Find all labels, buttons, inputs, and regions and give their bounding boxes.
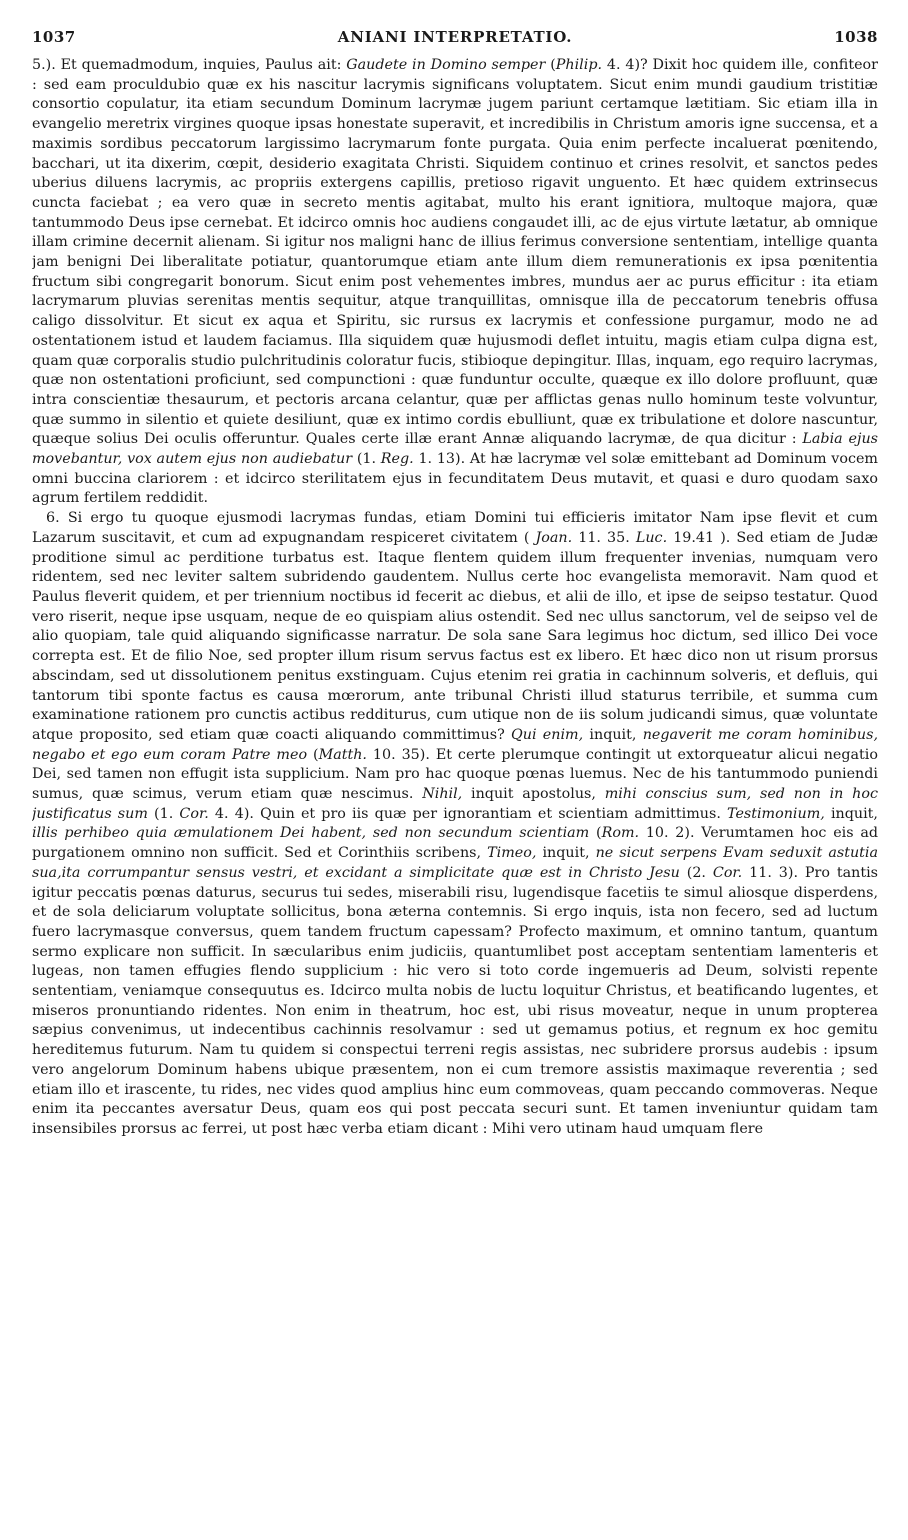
text-body <box>32 56 878 1140</box>
text-run: 11. 3). Pro tantis igitur peccatis pœnas daturus, securus tui sedes, miserabili risu, lugendisque facetiis te simul aliosque disperdens, et de sola deliciarum voluptate sollicitus, bona æterna contemnis. Si ergo inquis, ista non fecero, sed ad luctum fuero lacrymasque conversus, quem tandem fructum capessam? Profecto maximum, et omnino tantum, quantum sermo explicare non sufficit. In sæcularibus enim judiciis, quantumlibet post acceptam sententiam lamenteris et lugeas, non tamen effugies flendo supplicium : hic vero si toto corde ingemueris ad Deum, solvisti repente sententiam, veniamque consequutus es. Idcirco multa nobis de luctu loquitur Christus, et beatificando lugentes, et miseros pronuntiando ridentes. Non enim in theatrum, hoc est, ubi risus moveatur, neque in unum propterea sæpius convenimus, ut indecentibus cachinnis resolvamur : sed ut gemamus potius, et regnum ex hoc gemitu hereditemus futurum. Nam tu quidem si conspectui terreni regis assistas, nec subridere prorsus audebis : ipsum vero angelorum Dominum habens ubique præsentem, non ei cum tremore assistis maximaque reverentia ; sed etiam illo et irascente, tu rides, nec vides quod amplius hinc eum commoveas, quam peccando commoveras. Neque enim ita peccantes aversatur Deus, quam eos qui post peccata securi sunt. Et tamen inveniuntur quidam tam insensibiles prorsus ac ferrei, ut post hæc verba etiam dicant : Mihi vero utinam haud umquam flere <box>32 864 878 1137</box>
text-run: (2. <box>679 864 713 881</box>
paragraph <box>32 56 878 509</box>
right-page-number: 1038 <box>834 28 878 46</box>
italic-text: Timeo, <box>487 845 537 862</box>
document-page <box>32 28 878 1518</box>
italic-text: negaverit me coram hominibus, negabo et ego eum coram Patre meo <box>32 726 878 763</box>
text-run: ( <box>307 746 319 763</box>
italic-text: Philip. <box>555 57 603 73</box>
text-run: inquit, <box>536 845 596 862</box>
text-run: ( <box>589 825 602 842</box>
italic-text: Rom. <box>601 825 640 842</box>
text-run: (1. <box>147 805 180 822</box>
text-run: 19.41 ). Sed etiam de Judæ proditione simul ac perditione turbatus est. Itaque flentem quidem illum frequenter invenias, numquam vero ridentem, sed nec leviter saltem subridendo gaudentem. Nullus certe hoc evangelista memoravit. Nam quod et Paulus fleverit quidem, et per triennium noctibus id fecerit ac diebus, et alii de illo, et ipse de seipso testatur. Quod vero riserit, neque ipse usquam, neque de eo quispiam alius ostendit. Sed nec ullus sanctorum, vel de seipso vel de alio quopiam, tale quid aliquando significasse narratur. De sola sane Sara legimus hoc dictum, sed illico Dei voce correpta est. Et de filio Noe, sed propter illum risum servus factus est ex libero. Et hæc dico non ut risum prorsus abscindam, sed ut dissolutionem penitus exstinguam. Cujus etenim rei gratia in cachinnum solveris, et defluis, qui tantorum tibi sponte factus es causa mœrorum, ante tribunal Christi illud staturus terribile, et summa cum examinatione rationem pro cunctis actibus redditurus, cum utique non de iis solum judicandi simus, quæ voluntate atque proposito, sed etiam quæ coacti aliquando committimus? <box>32 529 878 743</box>
paragraph <box>32 509 878 1140</box>
text-run: inquit, <box>583 726 643 743</box>
text-run: 10. 35). Et certe plerumque contingit ut extorqueatur alicui negatio Dei, sed tamen non effugit ista supplicium. Nam pro hac quoque pœnas luemus. Nec de his tantummodo puniendi sumus, quæ scimus, verum etiam quæ nescimus. <box>32 746 878 803</box>
italic-text: Nihil, <box>422 786 463 803</box>
text-run: 10. 2). Verumtamen hoc eis ad purgationem omnino non sufficit. Sed et Corinthiis scribens, <box>32 825 878 862</box>
italic-text: mihi conscius sum, sed non in hoc justificatus sum <box>32 786 878 822</box>
italic-text: Luc. <box>635 529 668 546</box>
running-title: ANIANI INTERPRETATIO. <box>337 28 573 46</box>
italic-text: Joan. <box>535 529 573 546</box>
text-run: 11. 35. <box>572 529 636 546</box>
text-run: 6. Si ergo tu quoque ejusmodi lacrymas fundas, etiam Domini tui efficieris imitator Nam ipse flevit et cum Lazarum suscitavit, et cum ad expugnandam respiceret civitatem ( <box>32 510 878 546</box>
text-run: inquit, <box>824 805 878 822</box>
text-run: 5.). Et quemadmodum, inquies, Paulus ait: <box>32 57 347 73</box>
text-run: inquit apostolus, <box>462 786 605 803</box>
running-header <box>32 28 878 50</box>
text-run: (1. <box>352 451 381 468</box>
italic-text: Testimonium, <box>727 805 825 822</box>
text-run: 4. 4)? Dixit hoc quidem ille, confiteor : sed eam proculdubio quæ ex his nascitur lacrymis significans voluptatem. Sicut enim mundi gaudium tristitiæ consortio copulatur, ita etiam secundum Dominum lacrymæ jugem pariunt certamque lætitiam. Sic etiam illa in evangelio meretrix virgines quoque ipsas honestate superavit, et incredibilis in Christum amoris igne succensa, et a maximis sordibus peccatorum largissimo lacrymarum fonte purgata. Quia enim perfecte incaluerat pœnitendo, bacchari, ut ita dixerim, cœpit, desiderio exagitata Christi. Siquidem continuo et crines resolvit, et sanctos pedes uberius diluens lacrymis, ac propriis extergens capillis, pretioso rigavit unguento. Et hæc quidem extrinsecus cuncta faciebat ; ea vero quæ in secreto mentis agitabat, multo his erant ignitiora, multoque majora, quæ tantummodo Deus ipse cernebat. Et idcirco omnis hoc audiens congaudet illi, ac de ejus virtute lætatur, ab omnique illam crimine decernit alienam. Si igitur nos maligni hanc de illius ferimus conversione sententiam, intellige quanta jam benigni Dei liberalitate potiatur, quantorumque etiam ante illum diem remunerationis ex ipsa pœnitentia fructum sibi congregarit bonorum. Sicut enim post vehementes imbres, mundus aer ac purus efficitur : ita etiam lacrymarum pluvias serenitas mentis sequitur, atque tranquillitas, omnisque illa de peccatorum tenebris offusa caligo dissolvitur. Et sicut ex aqua et Spiritu, sic rursus ex lacrymis et confessione purgamur, modo ne ad ostentationem istud et laudem faciamus. Illa siquidem quæ hujusmodi deflet intuitu, magis etiam culpa digna est, quam quæ corporalis studio pulchritudinis coloratur fucis, stibioque depingitur. Illas, inquam, ego requiro lacrymas, quæ non ostentationi proficiunt, sed compunctioni : quæ funduntur occulte, quæque ex illo dolore profluunt, quæ intra conscientiæ thesaurum, et pectoris arcana celantur, quæ per afflictas genas nullo hominum teste volvuntur, quæ summo in silentio et quiete desiliunt, quæ ex intimo cordis ebulliunt, quæ ex tribulatione et dolore nascuntur, quæque solius Dei oculis offeruntur. Quales certe illæ erant Annæ aliquando lacrymæ, de qua dicitur : <box>32 57 878 448</box>
italic-text: Gaudete in Domino semper <box>346 57 546 73</box>
text-run: ( <box>545 57 556 73</box>
left-page-number: 1037 <box>32 28 76 46</box>
italic-text: Cor. <box>712 864 743 881</box>
italic-text: Labia ejus movebantur, vox autem ejus non audiebatur <box>32 431 878 468</box>
italic-text: Reg. <box>380 451 414 468</box>
italic-text: Matth. <box>318 746 367 763</box>
italic-text: ne sicut serpens Evam seduxit astutia sua,ita corrumpantur sensus vestri, et excidant a simplicitate quæ est in Christo Jesu <box>32 845 878 881</box>
italic-text: Qui enim, <box>511 726 584 743</box>
italic-text: Cor. <box>179 805 209 822</box>
text-run: 1. 13). At hæ lacrymæ vel solæ emittebant ad Dominum vocem omni buccina clariorem : et idcirco sterilitatem ejus in fecunditatem Deus mutavit, et quasi e duro quodam saxo agrum fertilem reddidit. <box>32 451 878 507</box>
italic-text: illis perhibeo quia æmulationem Dei habent, sed non secundum scientiam <box>32 825 590 842</box>
text-run: 4. 4). Quin et pro iis quæ per ignorantiam et scientiam admittimus. <box>208 805 728 822</box>
